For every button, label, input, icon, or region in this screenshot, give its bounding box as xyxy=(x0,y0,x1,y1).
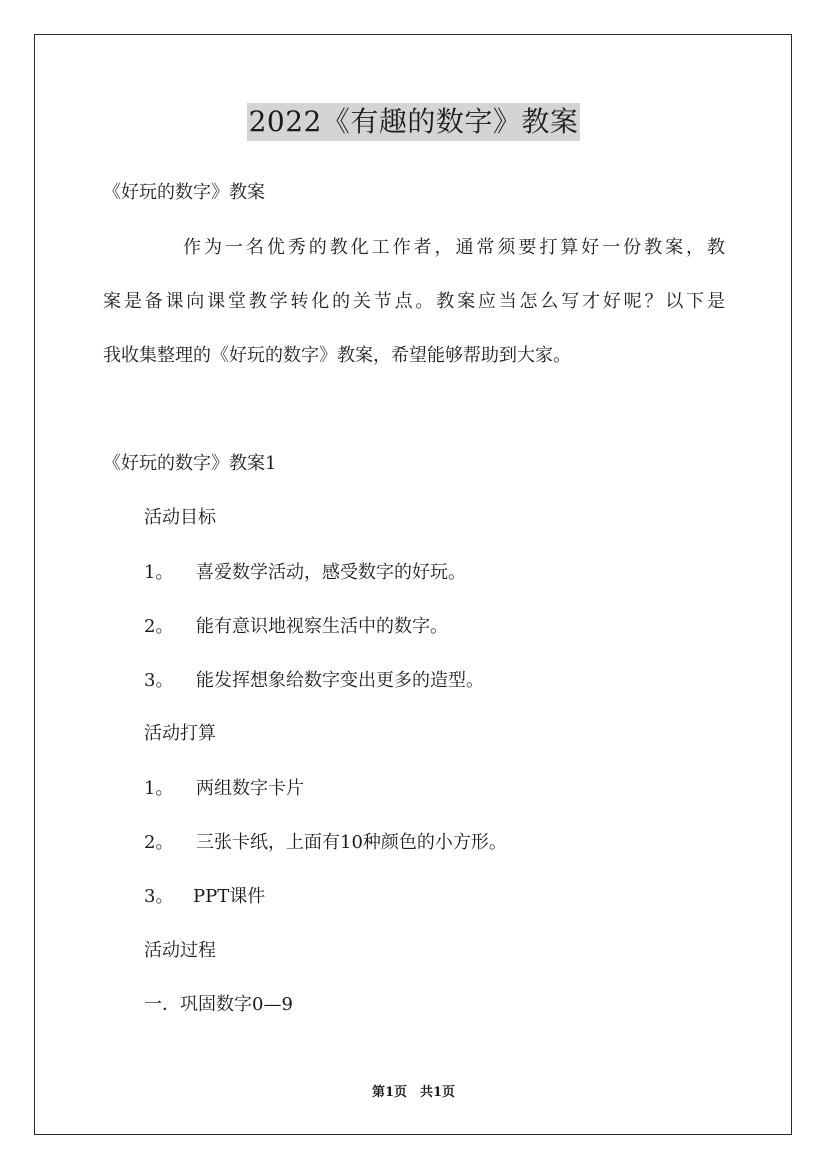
prep-item-3 xyxy=(144,885,265,909)
section-1-title: 《好玩的数字》教案1 xyxy=(103,453,277,474)
prep-item-2 xyxy=(144,831,507,855)
prep-item-2-number: 2。 xyxy=(144,832,174,853)
goal-item-3 xyxy=(144,669,484,693)
prep-item-1-number: 1。 xyxy=(144,778,174,799)
prep-item-3-number: 3。 xyxy=(144,886,174,907)
prep-heading: 活动打算 xyxy=(144,723,216,744)
page-footer: 第1页 共1页 xyxy=(371,1085,456,1100)
goal-item-1 xyxy=(144,561,466,585)
goal-item-1-text: 喜爱数学活动，感受数字的好玩。 xyxy=(196,562,466,583)
goal-item-2 xyxy=(144,615,448,639)
goal-item-2-text: 能有意识地视察生活中的数字。 xyxy=(196,616,448,637)
goals-heading: 活动目标 xyxy=(144,507,216,528)
goal-item-3-number: 3。 xyxy=(144,670,174,691)
prep-item-3-text: PPT课件 xyxy=(193,886,266,907)
goal-item-1-number: 1。 xyxy=(144,562,174,583)
prep-item-1-text: 两组数字卡片 xyxy=(196,778,304,799)
document-title: 2022《有趣的数字》教案 xyxy=(247,103,581,141)
goal-item-3-text: 能发挥想象给数字变出更多的造型。 xyxy=(196,670,484,691)
prep-item-1 xyxy=(144,777,304,801)
document-heading: 《好玩的数字》教案 xyxy=(103,182,265,203)
prep-item-2-text: 三张卡纸，上面有10种颜色的小方形。 xyxy=(196,832,507,853)
goal-item-2-number: 2。 xyxy=(144,616,174,637)
intro-line-1: 作为一名优秀的教化工作者，通常须要打算好一份教案，教 xyxy=(183,237,725,258)
process-heading: 活动过程 xyxy=(144,940,216,961)
process-step-1: 一．巩固数字0—9 xyxy=(144,994,293,1015)
title-container xyxy=(0,103,827,141)
intro-line-2: 案是备课向课堂教学转化的关节点。教案应当怎么写才好呢？以下是 xyxy=(103,291,725,312)
intro-line-3: 我收集整理的《好玩的数字》教案，希望能够帮助到大家。 xyxy=(103,345,571,366)
